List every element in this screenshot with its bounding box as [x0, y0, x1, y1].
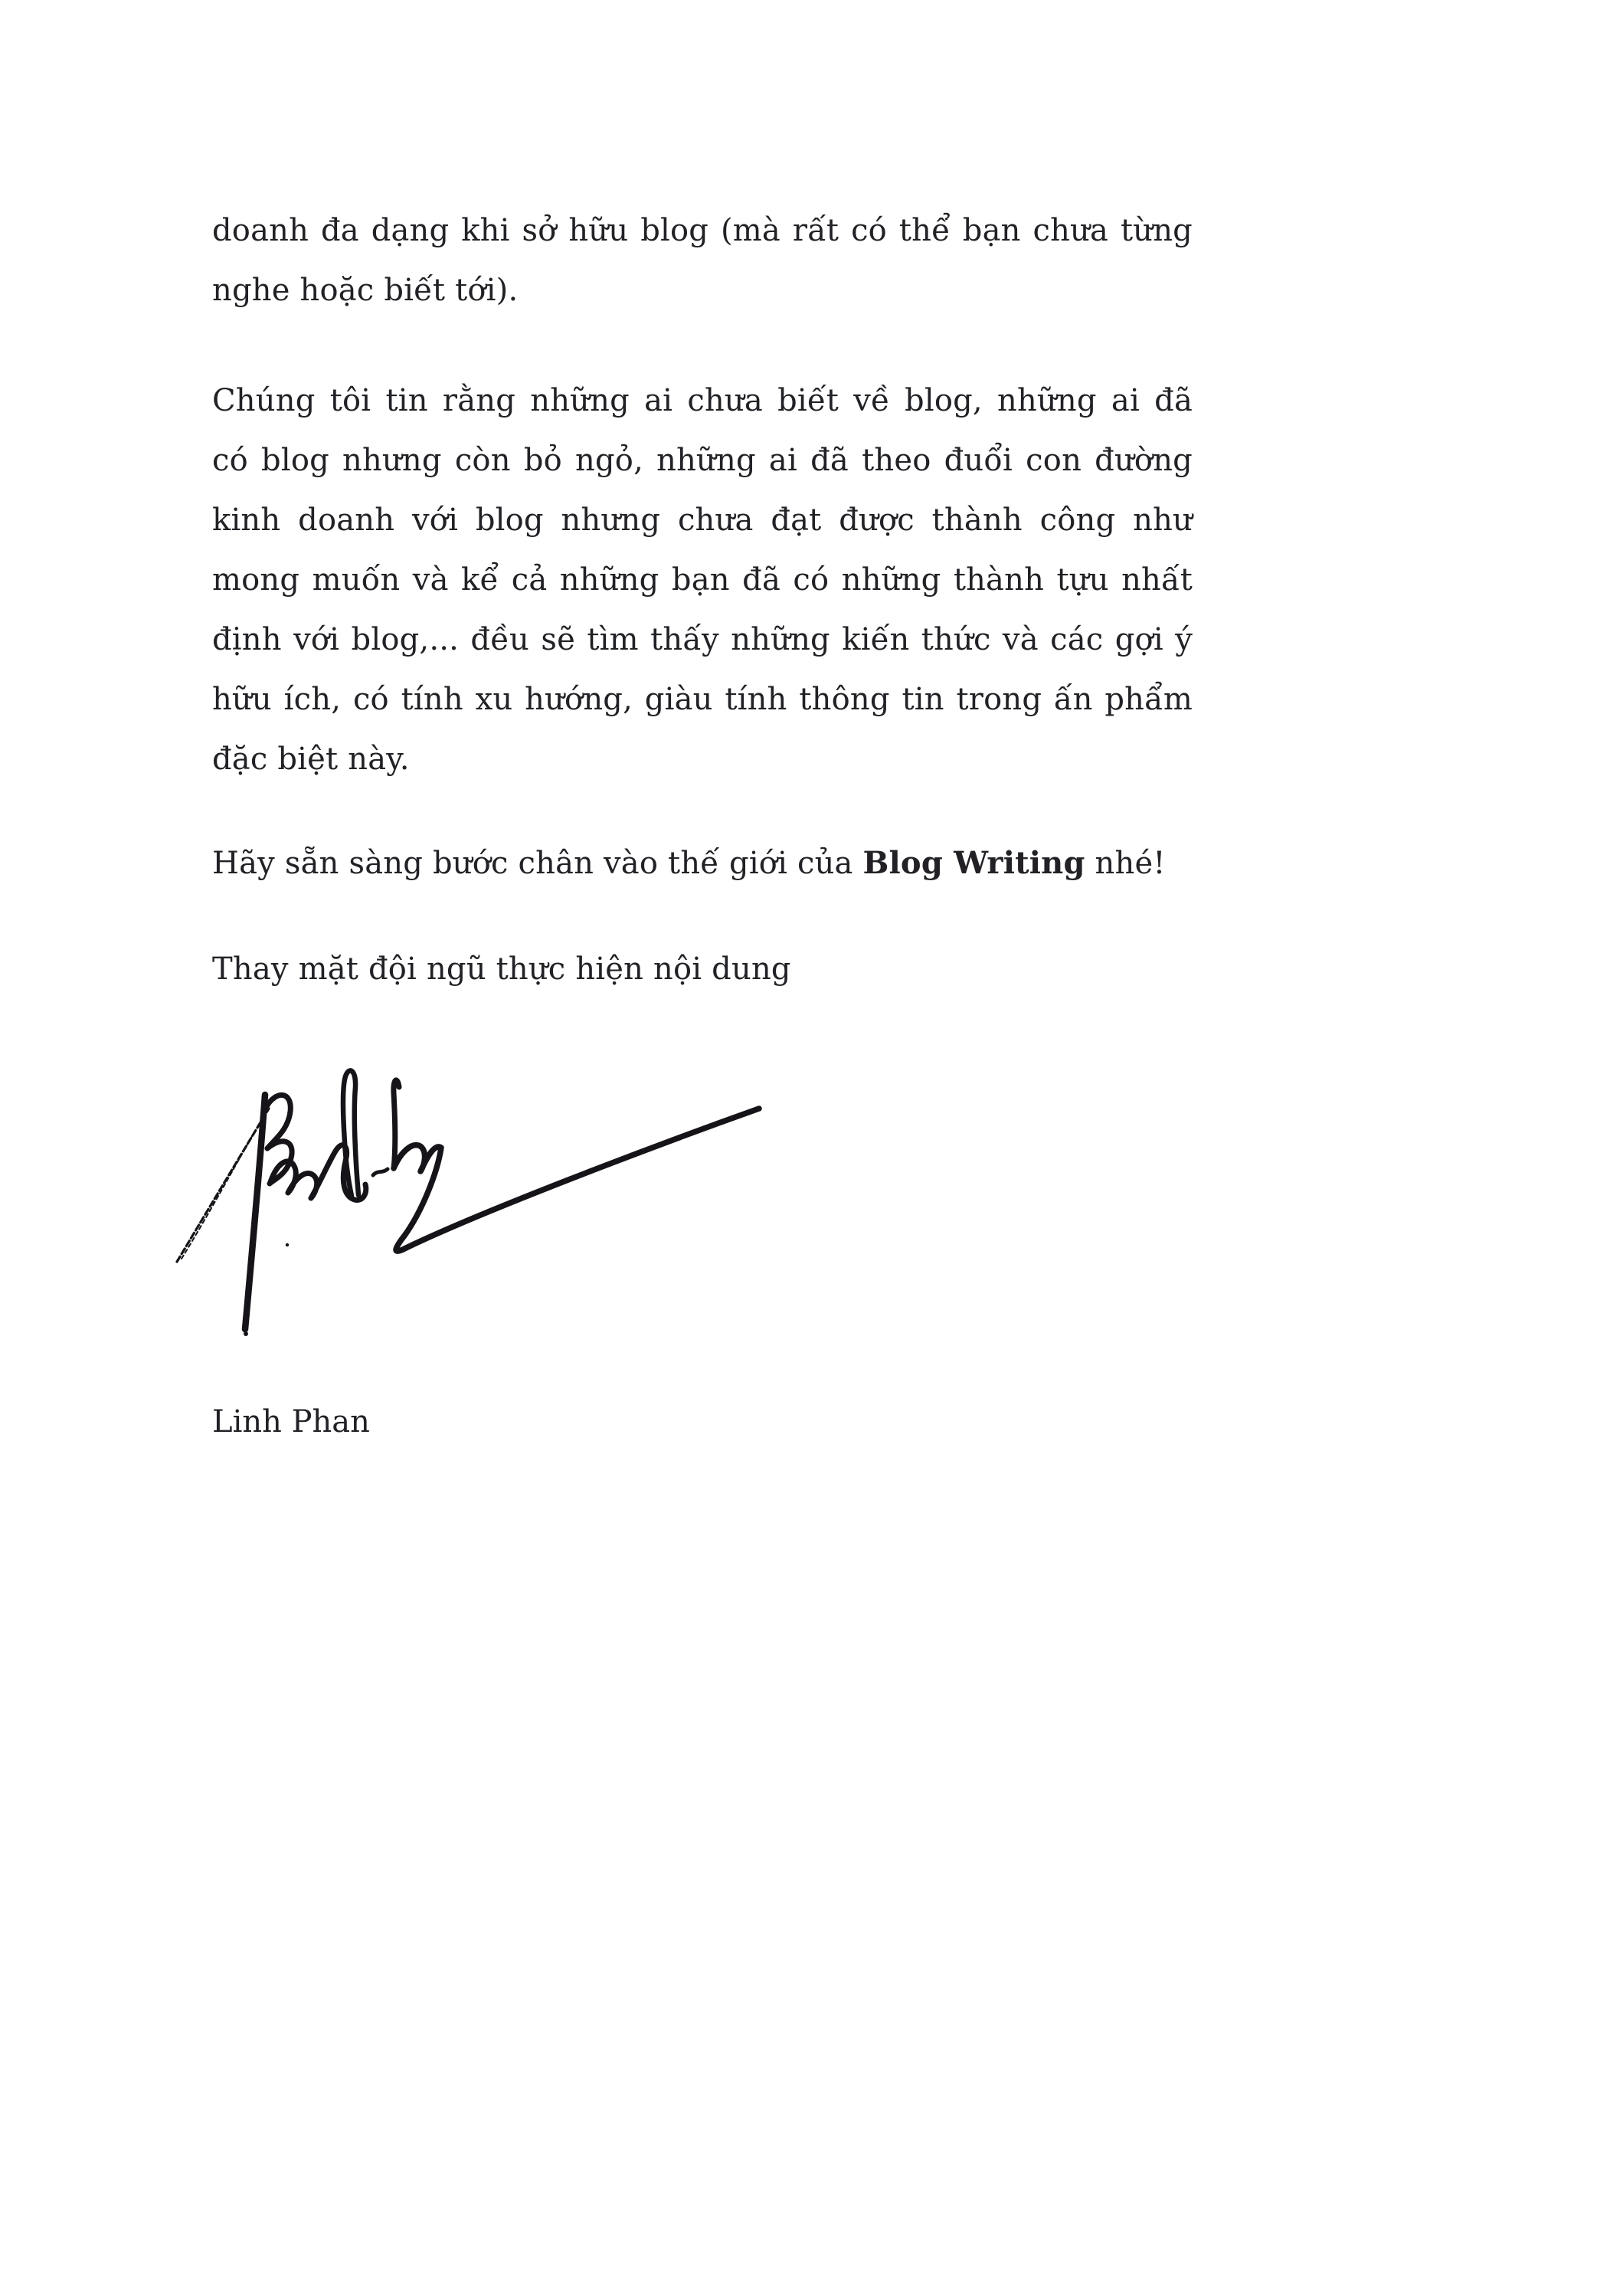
text-line: kinh doanh với blog nhưng chưa đạt được thành công như: [212, 503, 1193, 538]
signer-name: Linh Phan: [212, 1404, 370, 1440]
text-line: đặc biệt này.: [212, 742, 410, 777]
cta-line: [212, 834, 1193, 893]
text-line: mong muốn và kể cả những bạn đã có những thành tựu nhất: [212, 562, 1193, 598]
paragraph-main: [212, 371, 1193, 789]
cta-text-before: Hãy sẵn sàng bước chân vào thế giới của: [212, 846, 863, 881]
text-line: có blog nhưng còn bỏ ngỏ, những ai đã theo đuổi con đường: [212, 443, 1193, 478]
cta-text-after: nhé!: [1085, 846, 1166, 881]
text-line: Chúng tôi tin rằng những ai chưa biết về blog, những ai đã: [212, 383, 1193, 418]
text-line: định với blog,... đều sẽ tìm thấy những kiến thức và các gợi ý: [212, 622, 1193, 657]
text-line: doanh đa dạng khi sở hữu blog (mà rất có thể bạn chưa từng: [212, 213, 1193, 248]
text-line: nghe hoặc biết tới).: [212, 273, 519, 308]
text-column: [212, 201, 1193, 1452]
text-line: hữu ích, có tính xu hướng, giàu tính thông tin trong ấn phẩm: [212, 682, 1193, 717]
paragraph-continuation: [212, 201, 1193, 320]
cta-bold-phrase: Blog Writing: [862, 845, 1085, 881]
handwritten-signature-icon: [172, 1061, 800, 1367]
closing-line: Thay mặt đội ngũ thực hiện nội dung: [212, 951, 791, 987]
signature-block: [172, 1061, 800, 1367]
